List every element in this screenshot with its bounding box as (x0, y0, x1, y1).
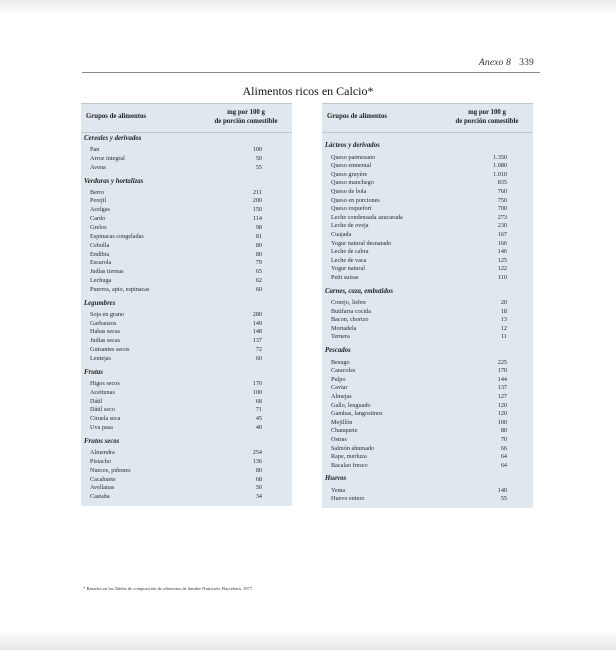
food-name: Acelgas (90, 206, 110, 214)
calcium-value: 167 (497, 230, 507, 238)
food-name: Queso gruyère (331, 170, 368, 178)
right-table (322, 103, 533, 508)
calcium-value: 80 (255, 241, 262, 249)
calcium-value: 34 (255, 493, 262, 501)
calcium-value: 18 (500, 307, 507, 315)
left-table-body (81, 133, 292, 506)
footnote-prefix: * Basados en las (83, 586, 115, 591)
food-name: Conejo, liebre (331, 299, 367, 306)
food-name: Yogur natural (331, 265, 365, 273)
category-heading: Lácteos y derivados (325, 142, 380, 149)
calcium-value: 136 (252, 457, 262, 465)
calcium-value: 20 (500, 299, 507, 306)
food-name: Aceitunas (90, 388, 115, 396)
calcium-value: 127 (497, 392, 507, 400)
footnote (83, 586, 253, 591)
calcium-value: 68 (255, 475, 262, 483)
calcium-value: 79 (255, 259, 262, 267)
calcium-value: 149 (252, 319, 262, 327)
food-name: Ostras (331, 435, 347, 443)
mg-header (203, 108, 289, 126)
footnote-source-title: Tablas de composición de alimentos (114, 586, 182, 591)
food-name: Queso roquefort (331, 205, 372, 213)
calcium-value: 140 (497, 486, 507, 494)
calcium-value: 700 (497, 205, 507, 213)
calcium-value: 760 (497, 187, 507, 195)
calcium-value: 110 (497, 273, 507, 281)
calcium-value: 68 (255, 397, 262, 405)
food-name: Habas secas (90, 328, 121, 336)
calcium-value: 835 (497, 179, 507, 187)
mg-header-line1: mg por 100 g (227, 109, 265, 116)
calcium-value: 13 (500, 316, 507, 324)
food-name: Mortadela (331, 324, 357, 332)
food-name: Nueces, piñones (90, 466, 131, 474)
food-name: Besugo (331, 358, 350, 366)
food-name: Cuajada (331, 230, 352, 238)
mg-header-line1: mg por 100 g (468, 109, 506, 116)
calcium-value: 273 (497, 213, 507, 221)
food-name: Berro (90, 188, 105, 196)
calcium-value: 146 (497, 248, 507, 256)
calcium-value: 45 (255, 415, 262, 423)
table-title: Alimentos ricos en Calcio* (242, 84, 374, 98)
calcium-value: 254 (252, 448, 262, 456)
calcium-value: 137 (497, 384, 507, 392)
mg-header-line2: de porción comestible (455, 118, 519, 125)
calcium-value: 230 (497, 222, 507, 230)
calcium-value: 60 (255, 285, 262, 293)
food-name: Gambas, langostinos (331, 410, 383, 418)
annex-label: Anexo 8 (478, 58, 512, 68)
calcium-value: 120 (497, 401, 507, 409)
calcium-value: 166 (497, 239, 507, 247)
calcium-value: 55 (255, 163, 262, 171)
calcium-value: 66 (500, 444, 507, 452)
food-name: Guisantes secos (90, 346, 130, 354)
page-header (479, 58, 534, 68)
food-name: Gallo, lenguado (331, 401, 371, 409)
calcium-value: 122 (497, 265, 507, 273)
food-name: Almejas (331, 392, 352, 400)
food-name: Leche condensada azucarada (331, 213, 403, 221)
page-number: 339 (519, 58, 534, 68)
calcium-value: 50 (255, 484, 262, 492)
calcium-value: 12 (500, 324, 507, 332)
calcium-value: 11 (501, 333, 507, 341)
calcium-value: 225 (497, 358, 507, 366)
food-name: Rape, merluza (331, 453, 367, 461)
calcium-value: 280 (252, 310, 262, 318)
food-name: Leche de cabra (331, 248, 369, 256)
calcium-value: 81 (255, 232, 262, 240)
food-name: Perejil (90, 197, 107, 205)
food-name: Queso parmesano (331, 153, 376, 161)
food-name: Yogur natural desnatado (331, 239, 392, 247)
category-heading: Legumbres (84, 299, 116, 307)
calcium-value: 60 (255, 355, 262, 362)
food-name: Bacon, chorizo (331, 316, 369, 324)
calcium-value: 137 (252, 337, 262, 345)
calcium-value: 62 (255, 277, 262, 285)
food-name: Escarola (90, 259, 112, 267)
food-name: Chanquete (331, 427, 358, 435)
left-table (81, 103, 292, 506)
calcium-value: 70 (500, 435, 507, 443)
food-name: Yema (331, 486, 346, 494)
food-name: Espinacas congeladas (90, 232, 144, 240)
calcium-value: 1.010 (493, 170, 507, 178)
food-name: Lentejas (90, 355, 111, 362)
food-name: Queso en porciones (331, 196, 380, 204)
right-table-header (322, 103, 533, 133)
calcium-value: 40 (255, 424, 262, 432)
food-name: Arroz integral (90, 154, 125, 162)
food-name: Avellanas (90, 484, 115, 492)
calcium-value: 120 (497, 410, 507, 418)
category-heading: Frutas (84, 368, 103, 376)
food-name: Lechuga (90, 277, 112, 285)
food-name: Cebolla (90, 241, 110, 249)
food-name: Pan (90, 146, 100, 153)
food-name: Almendra (90, 448, 115, 456)
food-name: Leche de oveja (331, 222, 369, 230)
calcium-value: 64 (500, 461, 507, 469)
group-header: Grupos de alimentos (86, 113, 147, 120)
calcium-value: 1.350 (493, 153, 507, 161)
food-name: Soja en grano (90, 310, 125, 318)
food-name: Cacahuete (90, 475, 116, 483)
food-name: Huevo entero (331, 495, 365, 503)
food-name: Pulpo (331, 375, 346, 383)
food-name: Garbanzos (90, 319, 117, 327)
left-table-header (81, 103, 292, 133)
category-heading: Carnes, caza, embutidos (325, 287, 393, 295)
category-heading: Cereales y derivados (84, 135, 142, 142)
calcium-value: 50 (255, 154, 262, 162)
food-name: Grelos (90, 223, 107, 231)
calcium-value: 65 (255, 268, 262, 276)
food-name: Salmón ahumado (331, 444, 375, 452)
calcium-value: 98 (255, 223, 262, 231)
category-heading: Huevos (325, 475, 347, 483)
calcium-value: 80 (255, 250, 262, 258)
category-heading: Pescados (325, 347, 351, 354)
calcium-value: 100 (252, 388, 262, 396)
footnote-suffix: de Sandez Nutrición. Barcelona, 1977. (181, 586, 254, 591)
food-name: Queso manchego (331, 179, 374, 187)
calcium-value: 55 (500, 495, 507, 503)
food-name: Butifarra cocida (331, 307, 372, 315)
calcium-value: 750 (497, 196, 507, 204)
food-name: Queso de bola (331, 187, 367, 195)
calcium-value: 72 (255, 346, 262, 354)
food-name: Endibia (90, 250, 110, 258)
calcium-value: 80 (500, 427, 507, 435)
calcium-value: 71 (255, 406, 262, 414)
calcium-value: 144 (497, 375, 507, 383)
calcium-value: 125 (497, 256, 507, 264)
calcium-value: 114 (252, 215, 262, 223)
calcium-value: 150 (252, 206, 262, 214)
food-name: Higos secos (90, 379, 120, 387)
food-name: Mejillón (331, 418, 353, 426)
food-name: Dátil (90, 397, 103, 405)
calcium-value: 100 (497, 418, 507, 426)
food-name: Ternera (331, 333, 350, 341)
category-heading: Verduras y hortalizas (84, 177, 144, 185)
food-name: Judías secas (90, 337, 121, 345)
food-name: Dátil seco (90, 406, 115, 414)
calcium-value: 170 (497, 367, 507, 375)
header-rule (82, 72, 540, 73)
calcium-value: 200 (252, 197, 262, 205)
calcium-value: 148 (252, 328, 262, 336)
food-name: Leche de vaca (331, 256, 367, 264)
food-name: Queso enmental (331, 162, 372, 170)
mg-header (444, 108, 530, 126)
food-name: Caviar (331, 384, 348, 392)
group-header: Grupos de alimentos (327, 113, 388, 120)
calcium-value: 1.080 (493, 162, 507, 170)
food-name: Judías tiernas (90, 268, 124, 276)
calcium-value: 211 (252, 188, 262, 196)
food-name: Pistacho (90, 457, 111, 465)
food-name: Castaña (90, 493, 110, 501)
food-name: Cardo (90, 215, 106, 223)
food-name: Puerros, apio, espinacas (90, 285, 150, 293)
right-table-body (322, 133, 533, 508)
food-name: Caracoles (331, 367, 356, 375)
calcium-value: 64 (500, 453, 507, 461)
food-name: Uva pasa (90, 424, 113, 432)
food-name: Bacalao fresco (331, 461, 368, 469)
food-name: Avena (90, 163, 106, 171)
calcium-value: 100 (252, 146, 262, 153)
food-name: Ciruela seca (90, 415, 121, 423)
mg-header-line2: de porción comestible (214, 118, 278, 125)
calcium-value: 170 (252, 379, 262, 387)
food-name: Petit suisse (331, 273, 359, 281)
category-heading: Frutos secos (84, 437, 120, 445)
calcium-value: 80 (255, 466, 262, 474)
